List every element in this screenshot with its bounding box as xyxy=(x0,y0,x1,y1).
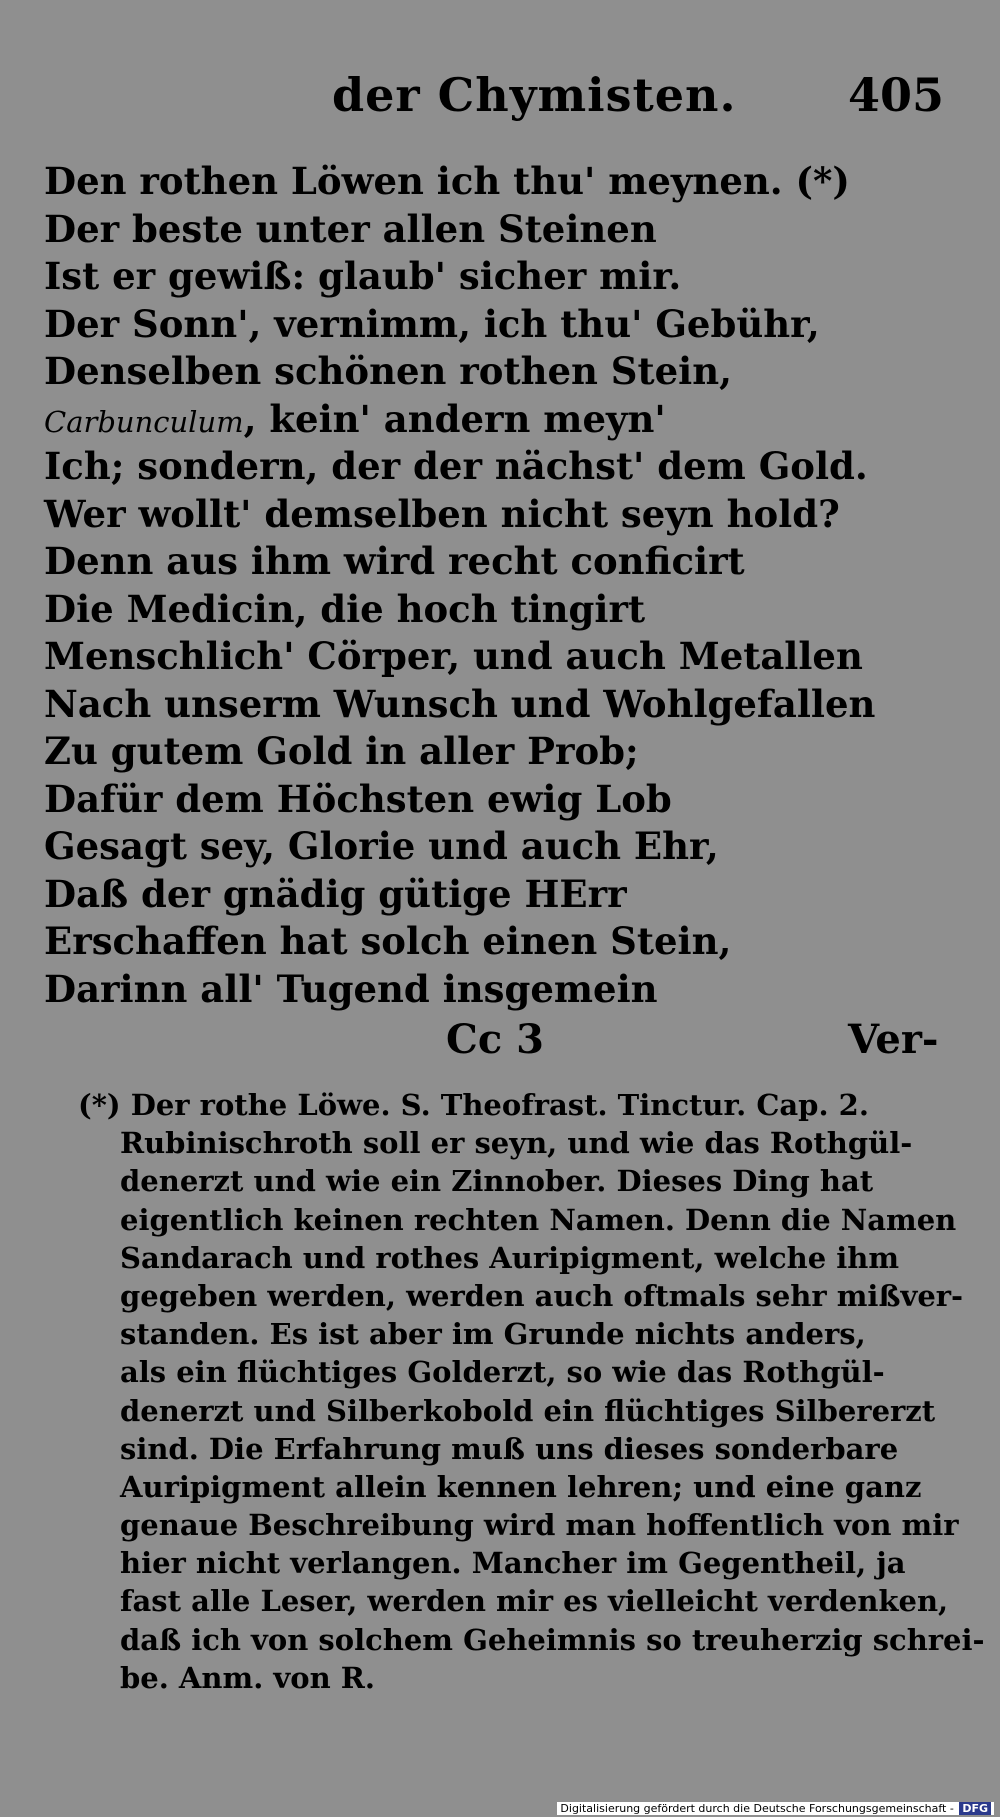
footnote-line: daß ich von solchem Geheimnis so treuherzig schrei- xyxy=(120,1622,985,1657)
verse-block xyxy=(44,158,944,1013)
verse-line: Erschaffen hat solch einen Stein, xyxy=(44,919,732,963)
footnote-line: genaue Beschreibung wird man hoffentlich von mir xyxy=(120,1508,959,1543)
verse-line: Der beste unter allen Steinen xyxy=(44,206,657,251)
verse-line: Wer wollt' demselben nicht seyn hold? xyxy=(44,491,840,536)
footnote-line: Rubinischroth soll er seyn, und wie das Rothgül- xyxy=(120,1126,913,1161)
verse-line: Der Sonn', vernimm, ich thu' Gebühr, xyxy=(44,301,820,346)
verse-line-rest: , kein' andern meyn' xyxy=(243,396,666,441)
verse-line: Die Medicin, die hoch tingirt xyxy=(44,586,646,631)
footnote-line: sind. Die Erfahrung muß uns dieses sonderbare xyxy=(120,1431,899,1466)
running-title: der Chymisten. xyxy=(332,68,737,122)
printer-signature: Cc 3 xyxy=(446,1016,544,1063)
verse-line: Denn aus ihm wird recht conficirt xyxy=(44,539,745,583)
footnote-line: be. Anm. von R. xyxy=(120,1660,375,1695)
latin-term: Carbunculum xyxy=(44,404,244,439)
catchword: Ver- xyxy=(848,1016,939,1063)
verse-line: Darinn all' Tugend insgemein xyxy=(44,966,658,1011)
footnote-line: gegeben werden, werden auch oftmals sehr mißver- xyxy=(120,1278,964,1313)
verse-line: Den rothen Löwen ich thu' meynen. (*) xyxy=(44,159,850,203)
footnote-line: standen. Es ist aber im Grunde nichts anders, xyxy=(120,1317,866,1352)
signature-line xyxy=(0,1016,1000,1066)
page-header xyxy=(0,60,1000,120)
verse-line: Ich; sondern, der der nächst' dem Gold. xyxy=(44,444,868,488)
verse-line: Ist er gewiß: glaub' sicher mir. xyxy=(44,254,682,298)
footnote-line: Auripigment allein kennen lehren; und eine ganz xyxy=(120,1469,922,1504)
verse-line: Denselben schönen rothen Stein, xyxy=(44,349,732,393)
footnote-line: fast alle Leser, werden mir es vielleicht verdenken, xyxy=(120,1584,949,1619)
footnote-line: hier nicht verlangen. Mancher im Gegentheil, ja xyxy=(120,1546,906,1581)
verse-line: Zu gutem Gold in aller Prob; xyxy=(44,729,639,773)
footnote-line: eigentlich keinen rechten Namen. Denn die Namen xyxy=(120,1202,957,1237)
footnote-line: Sandarach und rothes Auripigment, welche ihm xyxy=(120,1240,900,1275)
verse-line-mixed xyxy=(44,396,944,444)
footnote-line: (*) Der rothe Löwe. S. Theofrast. Tinctur. Cap. 2. xyxy=(78,1088,869,1122)
digitization-credit xyxy=(557,1802,994,1815)
footnote xyxy=(78,1086,985,1697)
footnote-line: denerzt und Silberkobold ein flüchtiges Silbererzt xyxy=(120,1393,936,1428)
verse-line: Nach unserm Wunsch und Wohlgefallen xyxy=(44,681,876,726)
verse-line: Daß der gnädig gütige HErr xyxy=(44,871,627,916)
verse-line: Dafür dem Höchsten ewig Lob xyxy=(44,776,672,821)
verse-line: Menschlich' Cörper, und auch Metallen xyxy=(44,634,863,678)
credit-text: Digitalisierung gefördert durch die Deutsche Forschungsgemeinschaft - xyxy=(560,1802,954,1815)
dfg-logo: DFG xyxy=(959,1802,991,1815)
footnote-line: denerzt und wie ein Zinnober. Dieses Ding hat xyxy=(120,1164,874,1199)
verse-line: Gesagt sey, Glorie und auch Ehr, xyxy=(44,824,719,868)
page-number: 405 xyxy=(848,68,945,122)
footnote-line: als ein flüchtiges Golderzt, so wie das Rothgül- xyxy=(120,1355,885,1390)
